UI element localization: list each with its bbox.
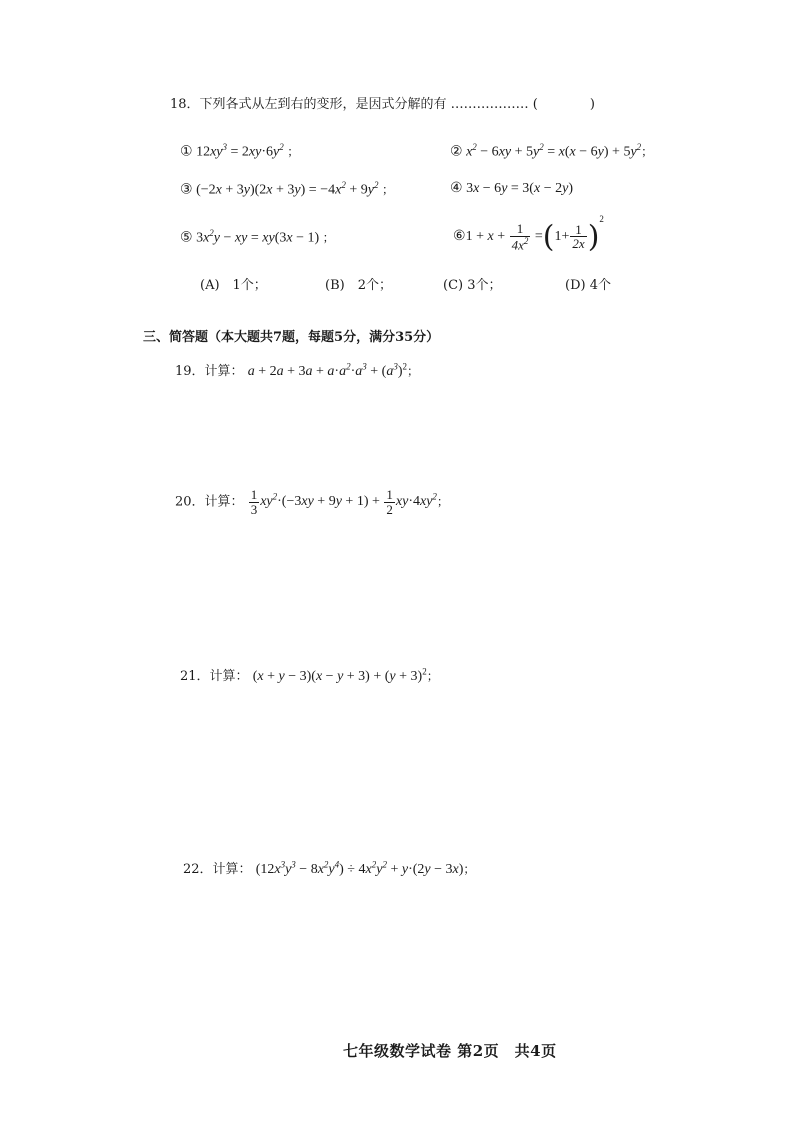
q21: 21．计算： $(x + y - 3)(x - y + 3) + (y + 3)^2$；	[180, 666, 439, 684]
q18-choice-d: (D) 4个	[565, 278, 611, 293]
q18-choice-b: (B) 2个；	[325, 278, 392, 293]
q19-label: 19．计算：	[175, 364, 244, 379]
q18-item-5: ⑤ $3x^2y$ − xy = xy(3x − 1) ；	[180, 228, 335, 246]
q18-choice-a: (A) 1个；	[200, 278, 267, 293]
q20-label: 20．计算：	[175, 494, 244, 510]
q20: 20．计算： $\frac{1}{3}$ $xy^2\cdot(-3xy + 9y + 1)$ + $\frac{1}{2}$ $xy\cdot 4xy^2$；	[175, 487, 449, 517]
q19: 19．计算： $a + 2a + 3a + a\cdot a^2\cdot a^3 + (a^3)^2$；	[175, 361, 419, 379]
q18-item-4: ④ 3x − 6y = 3(x − 2y)	[450, 181, 573, 196]
q22-label: 22．计算：	[183, 862, 252, 877]
q18-item-3: ③ $(-2x + 3y)(2x + 3y) = -4x^2 + 9y^2$ ；	[180, 180, 394, 198]
q18-item-6: ⑥1 + x + $\frac{1}{4x^2}$ =(1+ $\frac{1}{2x}$ )$^2$	[453, 214, 604, 255]
q18-item-1: ① $12xy^3 = 2xy\cdot 6y^2$ ；	[180, 142, 300, 160]
q18-item-2: ② $x^2 - 6xy + 5y^2 = x(x - 6y) + 5y^2$；	[450, 142, 654, 160]
section-3-title: 三、简答题（本大题共7题，每题5分，满分35分）	[143, 330, 440, 345]
q18-choice-c: (C) 3个；	[443, 278, 502, 293]
q18-stem: 18．下列各式从左到右的变形，是因式分解的有 ……………… ( )	[170, 97, 595, 112]
page-footer: 七年级数学试卷 第2页 共4页	[343, 1042, 557, 1060]
q22: 22．计算： $(12x^3y^3 - 8x^2y^4) \div 4x^2y^2 + y\cdot(2y - 3x)$；	[183, 859, 476, 877]
q21-label: 21．计算：	[180, 669, 249, 684]
